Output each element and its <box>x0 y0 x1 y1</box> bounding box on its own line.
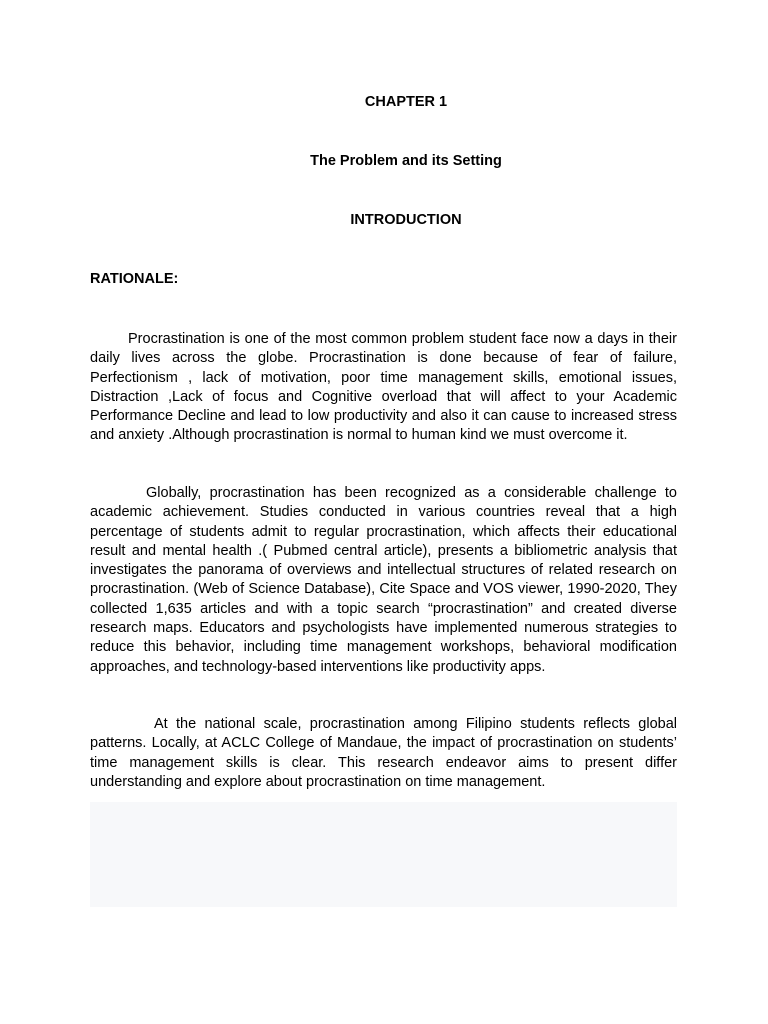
rationale-label: RATIONALE: <box>90 271 179 287</box>
paragraph-rationale: Procrastination is one of the most common problem student face now a days in their daily lives across the globe. Procrastination is done because of fear of failure, Perfectionism , lack of motivation, poor time management skills, emotional issues, Distraction ,Lack of focus and Cognitive overload that will affect to your Academic Performance Decline and lead to low productivity and also it can cause to increased stress and anxiety .Although procrastination is normal to human kind we must overcome it. <box>90 331 677 444</box>
content-placeholder-box <box>90 802 677 907</box>
section-heading: INTRODUCTION <box>350 212 462 228</box>
chapter-title: The Problem and its Setting <box>310 153 502 169</box>
paragraph-national: At the national scale, procrastination among Filipino students reflects global patterns. Locally, at ACLC College of Mandaue, the impact of procrastination on students’ time management skills is clear. This research endeavor aims to present differ understanding and explore about procrastination on time management. <box>90 716 677 790</box>
paragraph-global: Globally, procrastination has been recognized as a considerable challenge to academic achievement. Studies conducted in various countries reveal that a high percentage of students admit to regular procrastination, which affects their educational result and mental health .( Pubmed central article), presents a bibliometric analysis that investigates the panorama of overviews and intellectual structures of related research on procrastination. (Web of Science Database), Cite Space and VOS viewer, 1990-2020, They collected 1,635 articles and with a topic search “procrastination” and created diverse research maps. Educators and psychologists have implemented numerous strategies to reduce this behavior, including time management workshops, behavioral modification approaches, and technology-based interventions like productivity apps. <box>90 485 677 675</box>
chapter-heading: CHAPTER 1 <box>364 94 448 110</box>
